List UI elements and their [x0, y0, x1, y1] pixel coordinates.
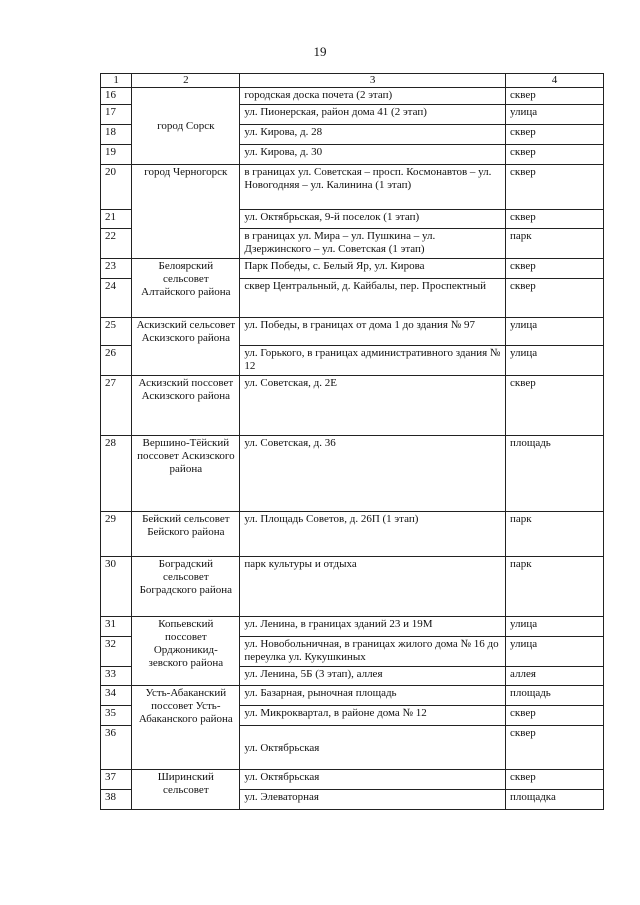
- address-cell: ул. Победы, в границах от дома 1 до здания № 97: [240, 318, 506, 346]
- table-row: [101, 88, 604, 105]
- row-number: 35: [101, 706, 132, 726]
- type-cell: сквер: [505, 770, 603, 790]
- address-cell: ул. Горького, в границах административного здания № 12: [240, 346, 506, 376]
- address-cell: ул. Октябрьская, 9-й поселок (1 этап): [240, 210, 506, 229]
- address-cell: ул. Микроквартал, в районе дома № 12: [240, 706, 506, 726]
- row-number: 27: [101, 376, 132, 436]
- table-row: [101, 686, 604, 706]
- table-row: [101, 617, 604, 637]
- address-cell: городская доска почета (2 этап): [240, 88, 506, 105]
- row-number: 31: [101, 617, 132, 637]
- header-col-1: 1: [101, 74, 132, 88]
- location-cell: Усть-Абаканский поссовет Усть-Абаканского района: [132, 686, 240, 770]
- header-col-3: 3: [240, 74, 506, 88]
- type-cell: парк: [505, 557, 603, 617]
- type-cell: площадь: [505, 436, 603, 512]
- address-cell: ул. Пионерская, район дома 41 (2 этап): [240, 105, 506, 125]
- address-cell: ул. Ленина, в границах зданий 23 и 19М: [240, 617, 506, 637]
- type-cell: сквер: [505, 210, 603, 229]
- address-cell: ул. Кирова, д. 30: [240, 145, 506, 165]
- row-number: 33: [101, 667, 132, 686]
- row-number: 21: [101, 210, 132, 229]
- address-cell: сквер Центральный, д. Кайбалы, пер. Проспектный: [240, 279, 506, 318]
- improvement-objects-table: [100, 73, 604, 810]
- type-cell: улица: [505, 346, 603, 376]
- row-number: 22: [101, 229, 132, 259]
- type-cell: парк: [505, 512, 603, 557]
- row-number: 25: [101, 318, 132, 346]
- row-number: 37: [101, 770, 132, 790]
- type-cell: сквер: [505, 259, 603, 279]
- location-cell: Копьевский поссовет Орджоникид-зевского района: [132, 617, 240, 686]
- type-cell: сквер: [505, 726, 603, 770]
- row-number: 38: [101, 790, 132, 810]
- row-number: 20: [101, 165, 132, 210]
- type-cell: улица: [505, 617, 603, 637]
- type-cell: площадка: [505, 790, 603, 810]
- type-cell: сквер: [505, 88, 603, 105]
- address-cell: парк культуры и отдыха: [240, 557, 506, 617]
- row-number: 30: [101, 557, 132, 617]
- address-cell: ул. Ленина, 5Б (3 этап), аллея: [240, 667, 506, 686]
- page-number: 19: [313, 44, 327, 59]
- row-number: 17: [101, 105, 132, 125]
- row-number: 32: [101, 637, 132, 667]
- location-cell: Аскизский поссовет Аскизского района: [132, 376, 240, 436]
- type-cell: улица: [505, 318, 603, 346]
- type-cell: сквер: [505, 145, 603, 165]
- table-row: [101, 259, 604, 279]
- address-cell: ул. Октябрьская: [240, 726, 506, 770]
- table-row: [101, 436, 604, 512]
- row-number: 18: [101, 125, 132, 145]
- location-cell: город Сорск: [132, 88, 240, 165]
- row-number: 28: [101, 436, 132, 512]
- address-cell: ул. Площадь Советов, д. 26П (1 этап): [240, 512, 506, 557]
- address-cell: ул. Элеваторная: [240, 790, 506, 810]
- type-cell: парк: [505, 229, 603, 259]
- type-cell: площадь: [505, 686, 603, 706]
- row-number: 34: [101, 686, 132, 706]
- address-cell: ул. Кирова, д. 28: [240, 125, 506, 145]
- address-cell: в границах ул. Советская – просп. Космонавтов – ул. Новогодняя – ул. Калинина (1 этап): [240, 165, 506, 210]
- type-cell: улица: [505, 637, 603, 667]
- address-cell: ул. Советская, д. 36: [240, 436, 506, 512]
- type-cell: аллея: [505, 667, 603, 686]
- location-cell: Вершино-Тёйский поссовет Аскизского района: [132, 436, 240, 512]
- address-cell: в границах ул. Мира – ул. Пушкина – ул. Дзержинского – ул. Советская (1 этап): [240, 229, 506, 259]
- address-cell: Парк Победы, с. Белый Яр, ул. Кирова: [240, 259, 506, 279]
- row-number: 19: [101, 145, 132, 165]
- type-cell: улица: [505, 105, 603, 125]
- table-row: [101, 165, 604, 210]
- table-row: [101, 318, 604, 346]
- location-cell: Аскизский сельсовет Аскизского района: [132, 318, 240, 376]
- table-header-row: [101, 74, 604, 88]
- row-number: 26: [101, 346, 132, 376]
- row-number: 36: [101, 726, 132, 770]
- row-number: 29: [101, 512, 132, 557]
- location-cell: Бейский сельсовет Бейского района: [132, 512, 240, 557]
- type-cell: сквер: [505, 165, 603, 210]
- table-row: [101, 512, 604, 557]
- address-cell: ул. Советская, д. 2Е: [240, 376, 506, 436]
- row-number: 23: [101, 259, 132, 279]
- location-cell: город Черногорск: [132, 165, 240, 259]
- row-number: 24: [101, 279, 132, 318]
- location-cell: Ширинский сельсовет: [132, 770, 240, 810]
- address-cell: ул. Новобольничная, в границах жилого дома № 16 до переулка ул. Кукушкиных: [240, 637, 506, 667]
- type-cell: сквер: [505, 125, 603, 145]
- type-cell: сквер: [505, 279, 603, 318]
- location-cell: Боградский сельсовет Боградского района: [132, 557, 240, 617]
- header-col-2: 2: [132, 74, 240, 88]
- address-cell: ул. Базарная, рыночная площадь: [240, 686, 506, 706]
- type-cell: сквер: [505, 376, 603, 436]
- type-cell: сквер: [505, 706, 603, 726]
- table-row: [101, 557, 604, 617]
- header-col-4: 4: [505, 74, 603, 88]
- table-row: [101, 376, 604, 436]
- row-number: 16: [101, 88, 132, 105]
- table-row: [101, 770, 604, 790]
- location-cell: Белоярский сельсовет Алтайского района: [132, 259, 240, 318]
- address-cell: ул. Октябрьская: [240, 770, 506, 790]
